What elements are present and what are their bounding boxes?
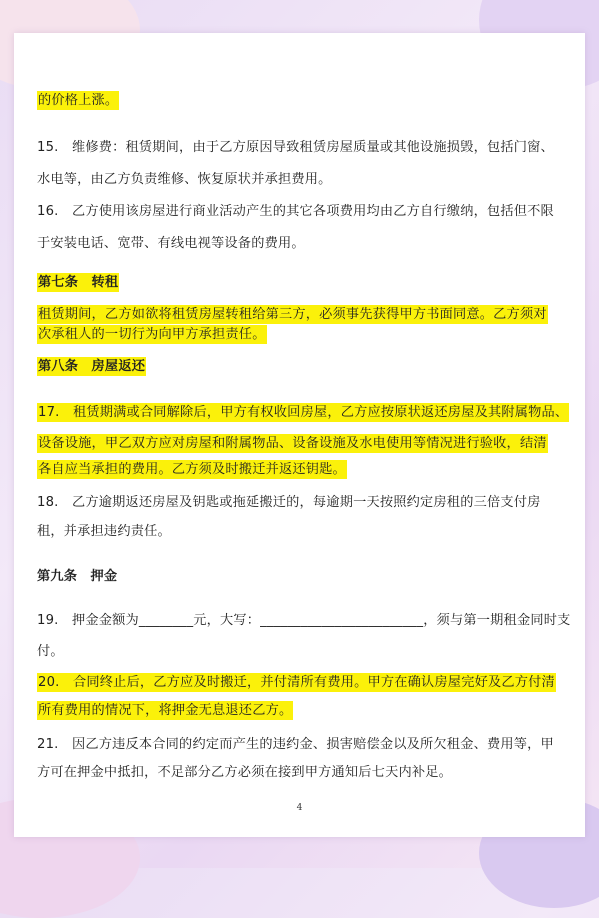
text-line: 设备设施，甲乙双方应对房屋和附属物品、设备设施及水电使用等情况进行验收，结清	[38, 436, 547, 451]
text-line: 16. 乙方使用该房屋进行商业活动产生的其它各项费用均由乙方自行缴纳，包括但不限	[37, 204, 554, 219]
text-line: 于安装电话、宽带、有线电视等设备的费用。	[37, 236, 305, 251]
text-line: 20. 合同终止后，乙方应及时搬迁，并付清所有费用。甲方在确认房屋完好及乙方付清	[38, 675, 555, 690]
text-line: 19. 押金金额为________元，大写：________________________，须与第一期租金同时支	[37, 613, 571, 628]
section-heading: 第八条 房屋返还	[38, 359, 146, 374]
text-line: 次承租人的一切行为向甲方承担责任。	[38, 327, 266, 342]
text-line: 所有费用的情况下，将押金无息退还乙方。	[38, 703, 293, 718]
text-line: 租，并承担违约责任。	[37, 524, 171, 539]
text-line: 水电等，由乙方负责维修、恢复原状并承担费用。	[37, 172, 332, 187]
text-line: 18. 乙方逾期返还房屋及钥匙或拖延搬迁的，每逾期一天按照约定房租的三倍支付房	[37, 495, 541, 510]
text-line: 方可在押金中抵扣，不足部分乙方必须在接到甲方通知后七天内补足。	[37, 765, 453, 780]
text-line: 15. 维修费：租赁期间，由于乙方原因导致租赁房屋质量或其他设施损毁，包括门窗、	[37, 140, 554, 155]
page-number: 4	[296, 803, 303, 813]
text-line: 租赁期间，乙方如欲将租赁房屋转租给第三方，必须事先获得甲方书面同意。乙方须对	[38, 307, 547, 322]
text-line: 21. 因乙方违反本合同的约定而产生的违约金、损害赔偿金以及所欠租金、费用等，甲	[37, 737, 554, 752]
text-line: 各自应当承担的费用。乙方须及时搬迁并返还钥匙。	[38, 462, 346, 477]
text-line: 付。	[37, 644, 64, 659]
document-page	[14, 33, 585, 837]
text-line: 17. 租赁期满或合同解除后，甲方有权收回房屋，乙方应按原状返还房屋及其附属物品、	[38, 405, 569, 420]
text-line: 的价格上涨。	[38, 93, 119, 108]
section-heading: 第七条 转租	[38, 275, 119, 290]
section-heading: 第九条 押金	[37, 569, 118, 584]
